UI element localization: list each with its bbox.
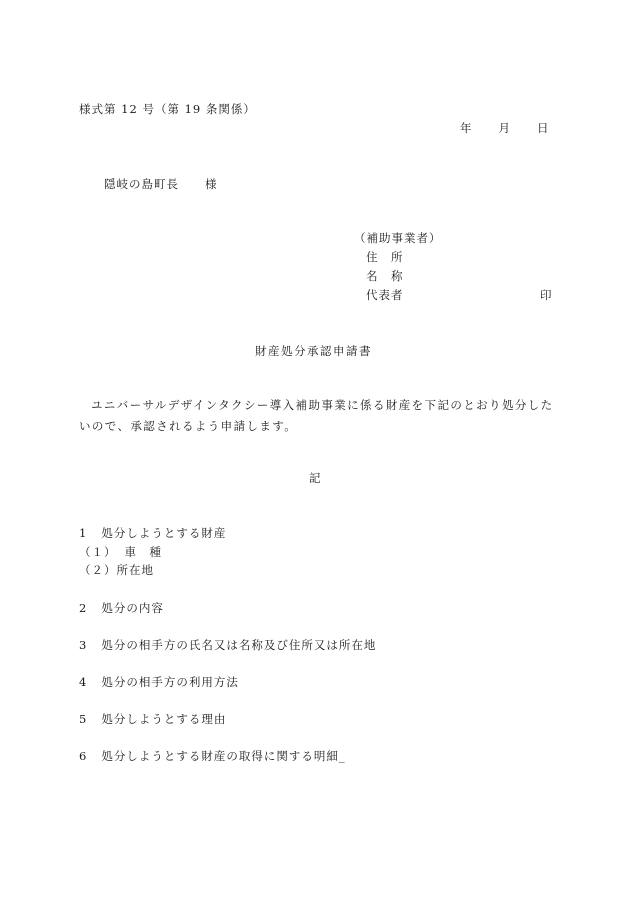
item-number: 3 xyxy=(79,638,88,652)
addressee-line xyxy=(104,176,218,192)
date-day: 日 xyxy=(537,121,550,135)
sub-item-number: （１） xyxy=(79,545,117,559)
ki-heading: 記 xyxy=(309,471,322,485)
item-1 xyxy=(79,525,226,541)
sub-item-number: （２） xyxy=(79,563,117,577)
item-label: 処分の相手方の氏名又は名称及び住所又は所在地 xyxy=(101,638,377,652)
item-number: 2 xyxy=(79,601,88,615)
applicant-address-label: 住 所 xyxy=(366,250,404,264)
item-number: 1 xyxy=(79,526,88,540)
date-month: 月 xyxy=(498,121,511,135)
addressee-honorific: 様 xyxy=(205,177,218,191)
applicant-name-label: 名 称 xyxy=(366,269,404,283)
item-number: 4 xyxy=(79,675,88,689)
item-3 xyxy=(79,637,376,653)
body-paragraph: ユニバーサルデザインタクシー導入補助事業に係る財産を下記のとおり処分したいので、承認されるよう申請します。 xyxy=(79,398,554,433)
addressee-name: 隠岐の島町長 xyxy=(104,177,179,191)
item-label: 処分の内容 xyxy=(101,601,164,615)
document-title: 財産処分承認申請書 xyxy=(255,344,372,358)
item-6 xyxy=(79,748,346,764)
item-number: 5 xyxy=(79,712,88,726)
item-4 xyxy=(79,674,239,690)
item-label: 処分の相手方の利用方法 xyxy=(101,675,239,689)
sub-item-label: 所在地 xyxy=(116,563,154,577)
applicant-representative-label: 代表者 xyxy=(366,288,404,302)
applicant-heading: （補助事業者） xyxy=(354,231,442,245)
seal-mark: 印 xyxy=(540,288,553,302)
sub-item-2 xyxy=(79,562,154,578)
item-number: 6 xyxy=(79,749,88,763)
item-2 xyxy=(79,600,164,616)
item-label: 処分しようとする理由 xyxy=(101,712,227,726)
date-year: 年 xyxy=(460,121,473,135)
form-number: 様式第 12 号（第 19 条関係） xyxy=(79,102,256,116)
item-label: 処分しようとする財産の取得に関する明細_ xyxy=(101,749,346,763)
item-5 xyxy=(79,711,226,727)
item-label: 処分しようとする財産 xyxy=(101,526,227,540)
date-line xyxy=(460,120,550,136)
sub-item-label: 車 種 xyxy=(124,545,162,559)
sub-item-1 xyxy=(79,544,162,560)
